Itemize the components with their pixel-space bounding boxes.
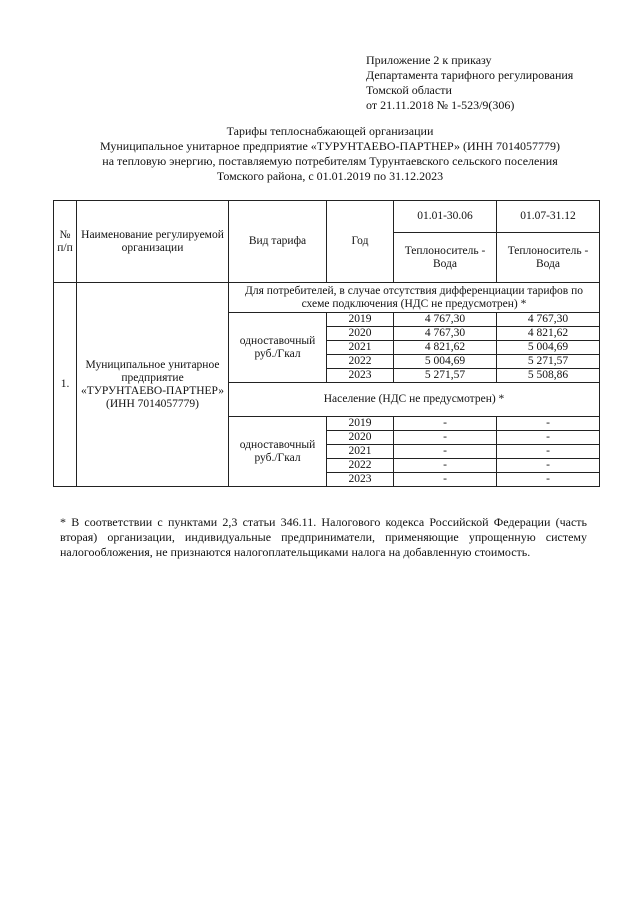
header-period-2: 01.07-31.12 [497,201,600,233]
tariff-h1-cell: 4 821,62 [394,341,497,355]
tariff-h2-cell: - [497,417,600,431]
tariff-table [53,200,600,487]
header-year: Год [327,201,394,283]
tariff-h2-cell: - [497,473,600,487]
org-name: Муниципальное унитарное предприятие «ТУРУНТАЕВО-ПАРТНЕР» (ИНН 7014057779) [77,283,229,487]
tariff-h2-cell: - [497,431,600,445]
year-cell: 2019 [327,417,394,431]
title-line: Муниципальное унитарное предприятие «ТУРУНТАЕВО-ПАРТНЕР» (ИНН 7014057779) [100,139,560,153]
year-cell: 2023 [327,369,394,383]
tariff-h1-cell: - [394,445,497,459]
year-cell: 2023 [327,473,394,487]
appendix-line: Томской области [366,83,452,97]
tariff-h2-cell: 4 767,30 [497,313,600,327]
tariff-h2-cell: 4 821,62 [497,327,600,341]
header-tariff-type: Вид тарифа [229,201,327,283]
tariff-h2-cell: - [497,445,600,459]
title-line: Тарифы теплоснабжающей организации [226,124,434,138]
section-consumers-title: Для потребителей, в случае отсутствия дифференциации тарифов по схеме подключения (НДС не предусмотрен) * [229,283,600,313]
tariff-h1-cell: 4 767,30 [394,313,497,327]
tariff-h1-cell: - [394,459,497,473]
tariff-h2-cell: - [497,459,600,473]
title-line: Томского района, с 01.01.2019 по 31.12.2023 [216,169,444,183]
appendix-line: Приложение 2 к приказу [366,53,492,67]
tariff-h1-cell: - [394,417,497,431]
section-population-title: Население (НДС не предусмотрен) * [229,383,600,417]
appendix-line: Департамента тарифного регулирования [366,68,574,82]
title-line: на тепловую энергию, поставляемую потребителям Турунтаевского сельского поселения [102,154,558,168]
header-carrier-2: Теплоноситель - Вода [497,233,600,283]
header-period-1: 01.01-30.06 [394,201,497,233]
header-org: Наименование регулируемой организации [77,201,229,283]
tariff-h1-cell: - [394,473,497,487]
tariff-h1-cell: 5 004,69 [394,355,497,369]
section-consumers-tariff-type: одноставочный руб./Гкал [229,313,327,383]
document-title [40,124,620,184]
tariff-h1-cell: - [394,431,497,445]
tariff-h1-cell: 4 767,30 [394,327,497,341]
appendix-note [366,53,626,113]
section-population-tariff-type: одноставочный руб./Гкал [229,417,327,487]
footnote: * В соответствии с пунктами 2,3 статьи 346.11. Налогового кодекса Российской Федерации (часть вторая) организации, индивидуальные предприниматели, применяющие упрощенную систему налогообложения, не признаются налогоплательщиками налога на добавленную стоимость. [60,515,587,559]
year-cell: 2022 [327,355,394,369]
year-cell: 2021 [327,341,394,355]
year-cell: 2021 [327,445,394,459]
tariff-h2-cell: 5 508,86 [497,369,600,383]
appendix-line: от 21.11.2018 № 1-523/9(306) [366,98,515,112]
year-cell: 2019 [327,313,394,327]
year-cell: 2020 [327,431,394,445]
tariff-h2-cell: 5 271,57 [497,355,600,369]
header-carrier-1: Теплоноситель - Вода [394,233,497,283]
tariff-h2-cell: 5 004,69 [497,341,600,355]
year-cell: 2020 [327,327,394,341]
year-cell: 2022 [327,459,394,473]
tariff-h1-cell: 5 271,57 [394,369,497,383]
header-num: № п/п [54,201,77,283]
row-number: 1. [54,283,77,487]
